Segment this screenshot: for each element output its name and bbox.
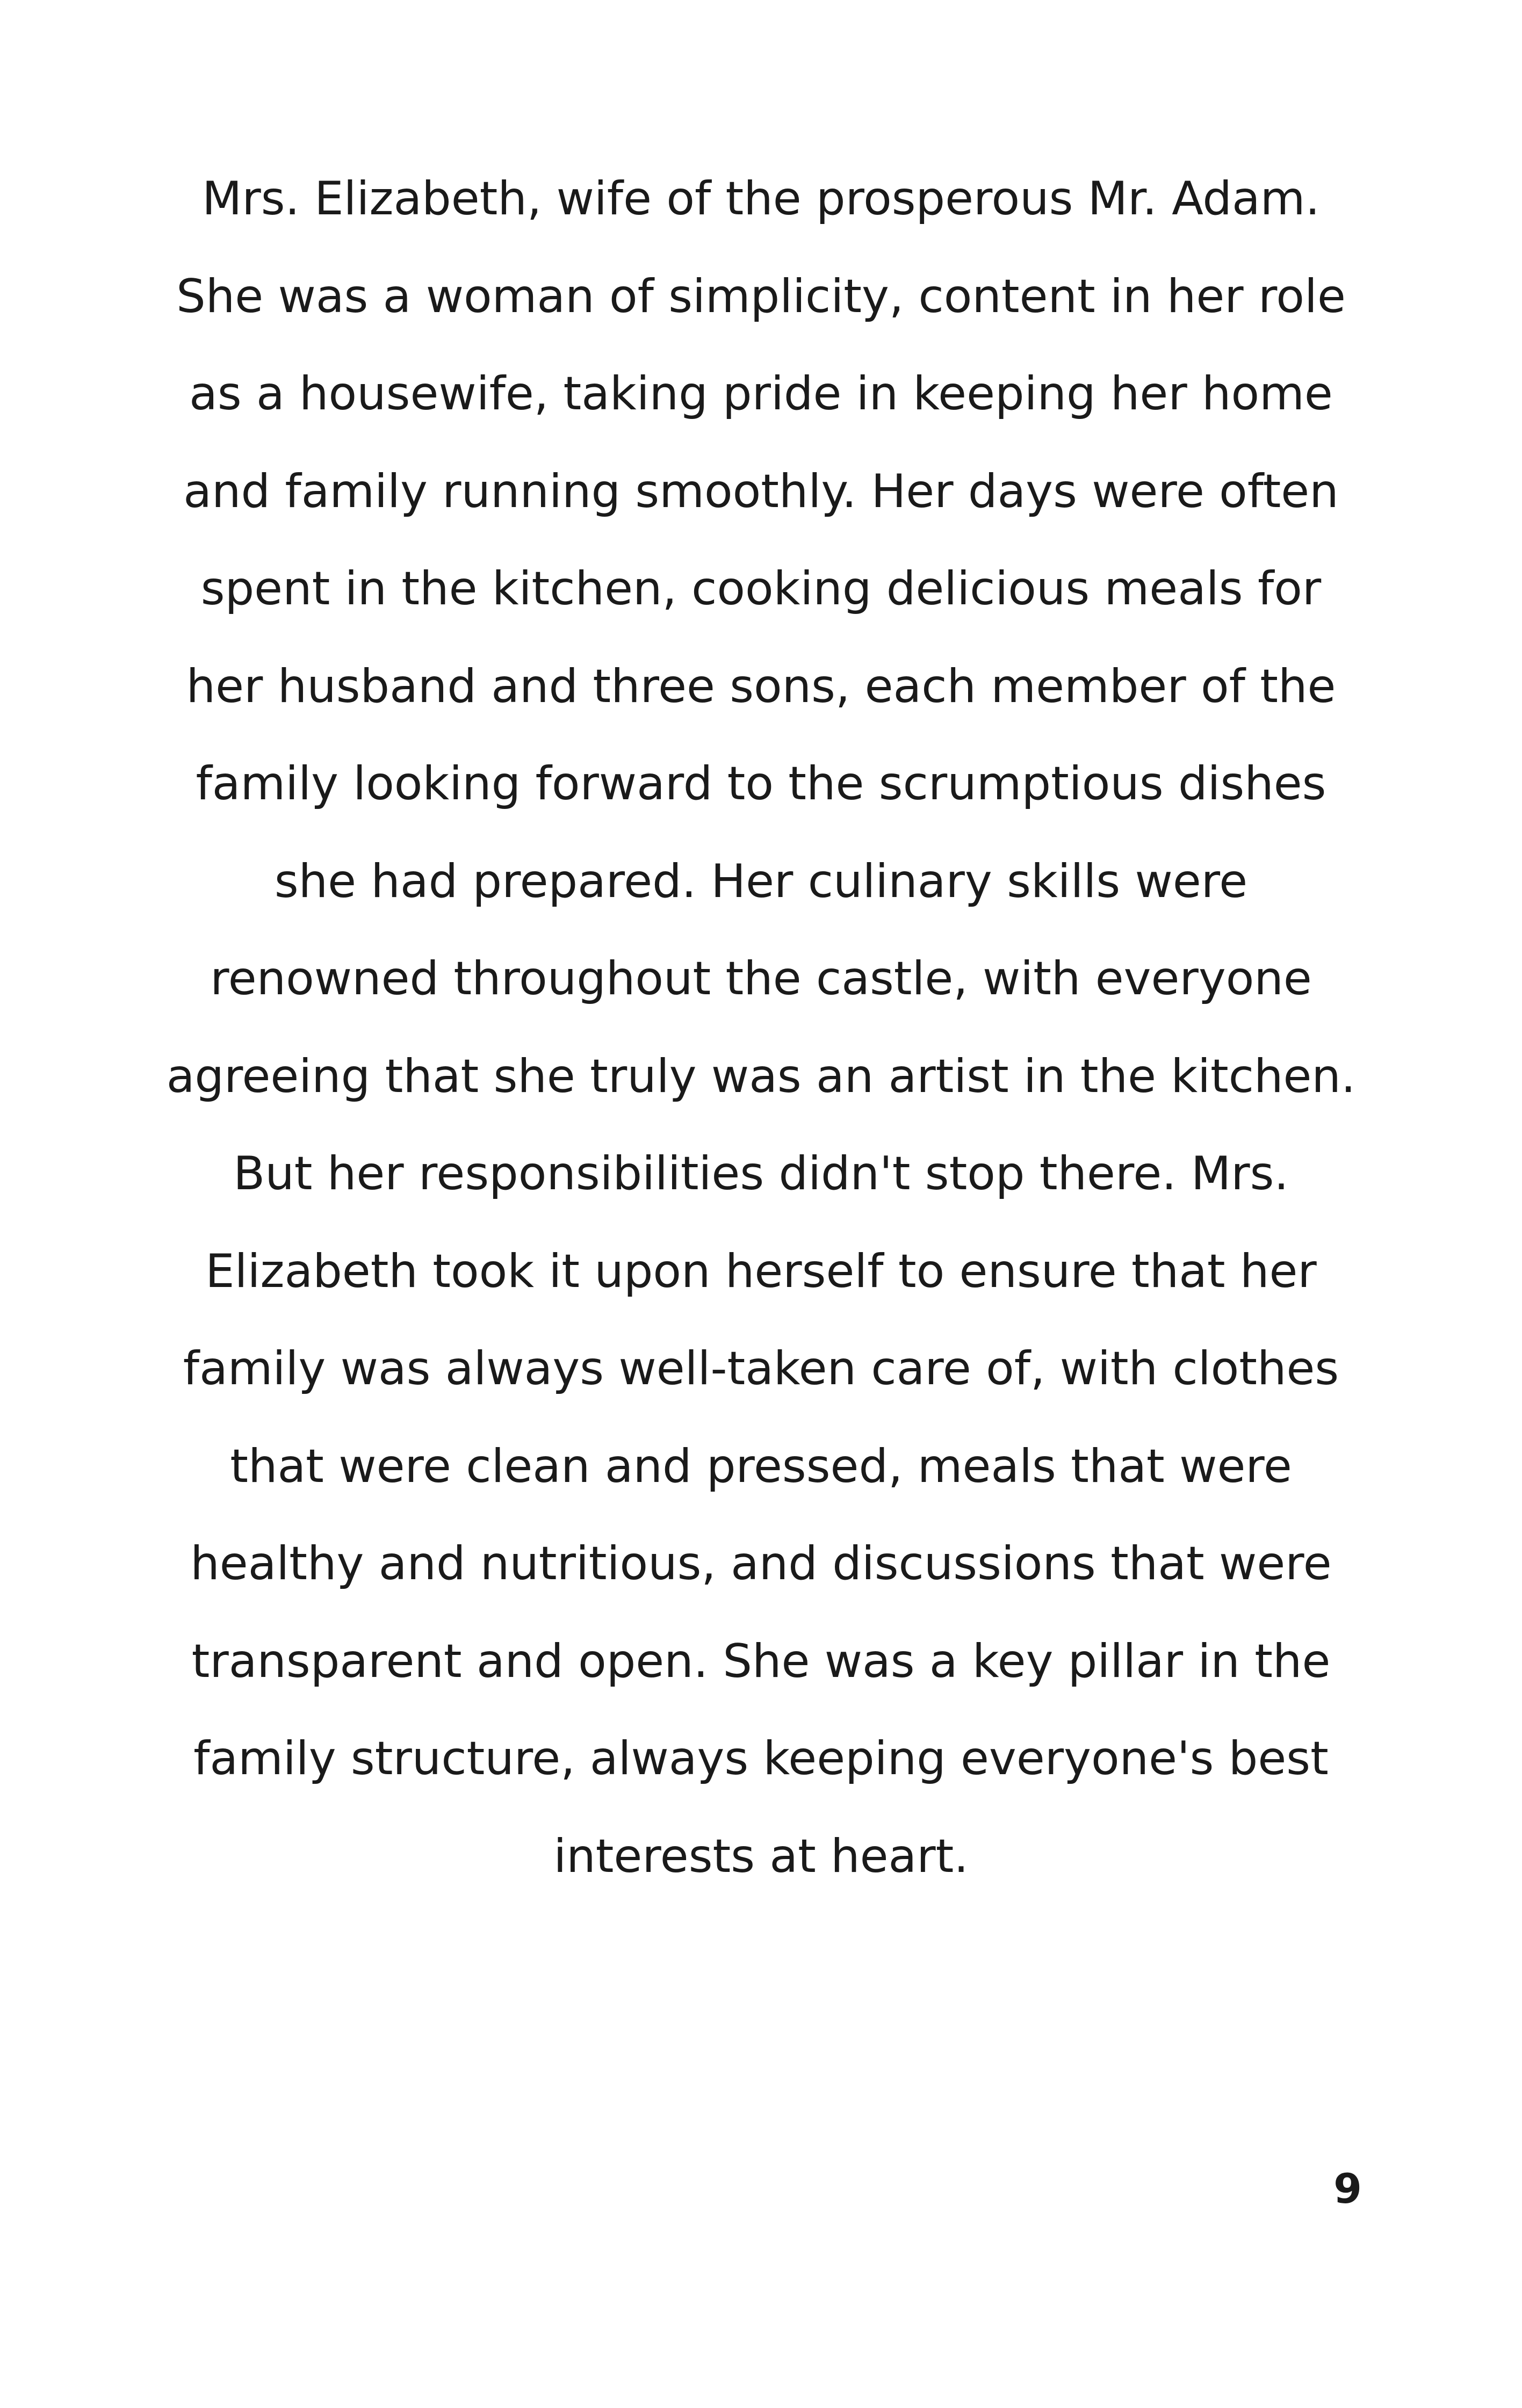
text-line-5: spent in the kitchen, cooking delicious meals for [200,562,1322,616]
text-line-8: she had prepared. Her culinary skills were [274,854,1248,908]
text-line-1: Mrs. Elizabeth, wife of the prosperous Mr. Adam. [202,172,1320,226]
text-line-12: Elizabeth took it upon herself to ensure that her [205,1244,1317,1298]
text-line-7: family looking forward to the scrumptious dishes [196,757,1326,811]
body-paragraph [134,150,1388,1905]
text-line-18: interests at heart. [553,1829,969,1883]
text-line-9: renowned throughout the castle, with everyone [210,952,1312,1006]
text-line-2: She was a woman of simplicity, content in her role [176,269,1346,323]
text-line-6: her husband and three sons, each member of the [186,659,1336,713]
text-line-17: family structure, always keeping everyone's best [193,1732,1329,1785]
text-line-13: family was always well-taken care of, with clothes [183,1342,1339,1395]
text-line-11: But her responsibilities didn't stop there. Mrs. [233,1147,1289,1201]
text-line-4: and family running smoothly. Her days were often [183,464,1339,518]
text-line-10: agreeing that she truly was an artist in the kitchen. [166,1049,1356,1103]
text-line-15: healthy and nutritious, and discussions that were [190,1537,1332,1590]
page-number: 9 [1333,2165,1362,2212]
text-line-14: that were clean and pressed, meals that were [230,1439,1292,1493]
text-line-3: as a housewife, taking pride in keeping her home [189,367,1333,421]
text-line-16: transparent and open. She was a key pillar in the [191,1634,1331,1688]
